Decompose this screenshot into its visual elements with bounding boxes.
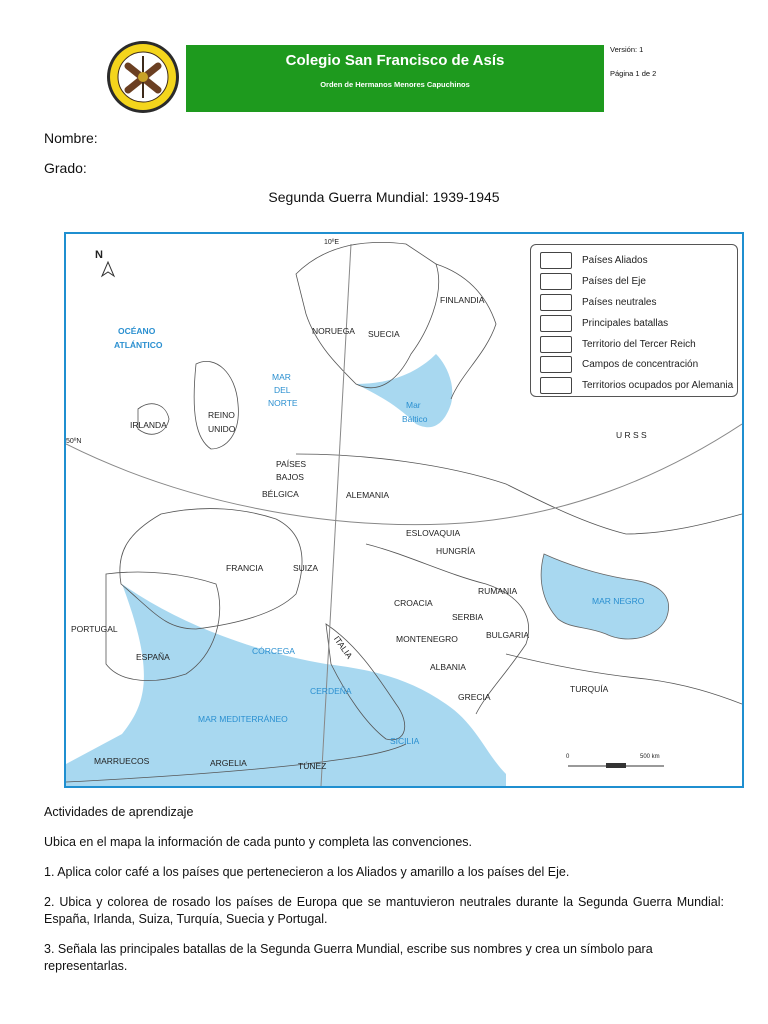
black-sea-label: MAR NEGRO <box>592 596 645 606</box>
activity-item-3: 3. Señala las principales batallas de la Segunda Guerra Mundial, escribe sus nombres y crea un símbolo para representarlas. <box>44 942 653 973</box>
legend-label: Países del Eje <box>582 275 646 287</box>
country-turquia: TURQUÍA <box>570 684 609 694</box>
country-albania: ALBANIA <box>430 662 466 672</box>
mediterranean-label: MAR MEDITERRÁNEO <box>198 714 288 724</box>
country-finlandia: FINLANDIA <box>440 295 485 305</box>
map-legend <box>530 244 738 397</box>
country-suecia: SUECIA <box>368 329 400 339</box>
country-grecia: GRECIA <box>458 692 491 702</box>
country-italia: ITALIA <box>331 634 355 661</box>
legend-label: Territorios ocupados por Alemania <box>582 379 734 391</box>
scandinavia-outline <box>296 242 439 387</box>
country-reino-unido-2: UNIDO <box>208 424 236 434</box>
legend-label: Campos de concentración <box>582 358 699 370</box>
country-francia: FRANCIA <box>226 563 264 573</box>
legend-label: Países Aliados <box>582 254 648 266</box>
north-sea-label-3: NORTE <box>268 398 298 408</box>
scale-bar-segment <box>606 763 626 768</box>
legend-box-third-reich[interactable] <box>540 336 572 353</box>
baltic-label-2: Báltico <box>402 414 428 424</box>
document-title: Segunda Guerra Mundial: 1939-1945 <box>268 189 500 205</box>
country-croacia: CROACIA <box>394 598 433 608</box>
legend-box-camps[interactable] <box>540 356 572 373</box>
country-marruecos: MARRUECOS <box>94 756 150 766</box>
country-hungria: HUNGRÍA <box>436 546 476 556</box>
country-paises-bajos-1: PAÍSES <box>276 459 307 469</box>
legend-label: Territorio del Tercer Reich <box>582 338 696 350</box>
activities-heading: Actividades de aprendizaje <box>44 805 194 819</box>
north-arrow-icon <box>102 262 114 276</box>
parallel-label: 50ºN <box>66 438 82 445</box>
north-sea-label-2: DEL <box>274 385 291 395</box>
school-subtitle: Orden de Hermanos Menores Capuchinos <box>320 80 470 89</box>
country-portugal: PORTUGAL <box>71 624 118 634</box>
country-tunez: TÚNEZ <box>298 761 327 771</box>
legend-row <box>540 293 657 311</box>
country-rumania: RUMANIA <box>478 586 518 596</box>
scale-end: 500 km <box>640 754 660 760</box>
meridian-label: 10ºE <box>324 239 340 246</box>
name-label: Nombre: <box>44 130 98 146</box>
corsica-label: CÓRCEGA <box>252 646 295 656</box>
legend-label: Países neutrales <box>582 296 657 308</box>
legend-box-axis[interactable] <box>540 273 572 290</box>
ocean-label-1: OCÉANO <box>118 326 156 336</box>
version-text: Versión: 1 <box>610 45 644 54</box>
country-montenegro: MONTENEGRO <box>396 634 458 644</box>
country-belgica: BÉLGICA <box>262 489 299 499</box>
north-sea-label-1: MAR <box>272 372 291 382</box>
country-noruega: NORUEGA <box>312 326 355 336</box>
baltic-label-1: Mar <box>406 400 421 410</box>
activity-item-1: 1. Aplica color café a los países que pertenecieron a los Aliados y amarillo a los países del Eje. <box>44 865 570 879</box>
ocean-label-2: ATLÁNTICO <box>114 340 163 350</box>
country-alemania: ALEMANIA <box>346 490 389 500</box>
turkey-outline <box>506 654 742 704</box>
britain-outline <box>194 361 238 449</box>
scale-start: 0 <box>566 754 570 760</box>
country-eslovaquia: ESLOVAQUIA <box>406 528 461 538</box>
north-label: N <box>95 249 103 261</box>
school-name: Colegio San Francisco de Asís <box>285 52 505 69</box>
country-espana: ESPAÑA <box>136 652 170 662</box>
school-logo <box>106 40 180 114</box>
europe-map <box>64 232 744 788</box>
country-paises-bajos-2: BAJOS <box>276 472 304 482</box>
country-urss: U R S S <box>616 430 647 440</box>
legend-row <box>540 335 696 353</box>
school-banner <box>186 45 604 112</box>
activities-intro: Ubica en el mapa la información de cada punto y completa las convenciones. <box>44 835 473 849</box>
sardinia-label: CERDEÑA <box>310 686 352 696</box>
activity-item-2: 2. Ubica y colorea de rosado los países de Europa que se mantuvieron neutrales durante la Segunda Guerra Mundial: España, Irlanda, Suiza, Turquía, Suecia y Portugal. <box>44 895 724 926</box>
legend-label: Principales batallas <box>582 317 669 329</box>
country-reino-unido-1: REINO <box>208 410 235 420</box>
page-number: Página 1 de 2 <box>610 69 657 78</box>
country-serbia: SERBIA <box>452 612 484 622</box>
country-suiza: SUIZA <box>293 563 319 573</box>
legend-box-allies[interactable] <box>540 252 572 269</box>
sicily-label: SICILIA <box>390 736 420 746</box>
legend-row <box>540 314 668 332</box>
legend-box-neutral[interactable] <box>540 294 572 311</box>
country-bulgaria: BULGARIA <box>486 630 529 640</box>
legend-row <box>540 376 733 394</box>
legend-row <box>540 251 648 269</box>
legend-row <box>540 272 646 290</box>
legend-box-battles[interactable] <box>540 315 572 332</box>
country-irlanda: IRLANDA <box>130 420 167 430</box>
legend-box-occupied[interactable] <box>540 377 572 394</box>
country-argelia: ARGELIA <box>210 758 247 768</box>
grade-label: Grado: <box>44 160 87 176</box>
legend-row <box>540 355 698 373</box>
